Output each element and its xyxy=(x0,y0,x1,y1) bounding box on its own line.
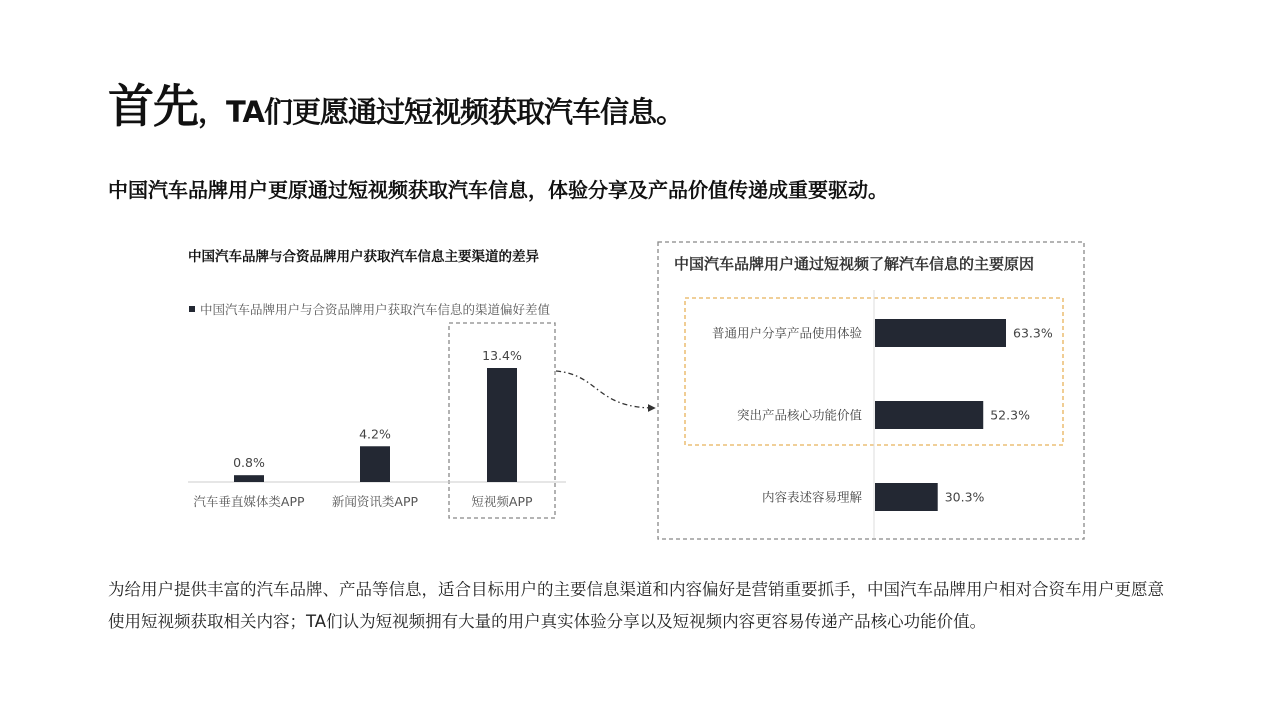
right-category-label: 突出产品核心功能价值 xyxy=(736,407,862,423)
right-bar-value-label: 52.3% xyxy=(990,407,1030,423)
right-category-label: 普通用户分享产品使用体验 xyxy=(711,325,862,341)
left-bar-value-label: 0.8% xyxy=(233,455,265,471)
page-title-lead: 首先 xyxy=(108,79,198,133)
connector-arrow xyxy=(556,371,655,408)
left-chart-legend: 中国汽车品牌用户与合资品牌用户获取汽车信息的渠道偏好差值 xyxy=(200,302,551,317)
left-bar xyxy=(234,475,264,482)
left-bar xyxy=(487,368,517,482)
right-category-label: 内容表述容易理解 xyxy=(761,489,862,505)
left-legend-swatch xyxy=(189,306,195,312)
body-paragraph: 为给用户提供丰富的汽车品牌、产品等信息，适合目标用户的主要信息渠道和内容偏好是营销重要抓手，中国汽车品牌用户相对合资车用户更愿意使用短视频获取相关内容；TA们认为短视频拥有大量的用户真实体验分享以及短视频内容更容易传递产品核心功能价值。 xyxy=(108,580,1164,631)
right-bar-value-label: 63.3% xyxy=(1013,325,1053,341)
left-chart-bars xyxy=(193,348,533,509)
right-chart-panel xyxy=(658,242,1084,539)
left-category-label: 短视频APP xyxy=(471,494,533,509)
left-category-label: 新闻资讯类APP xyxy=(331,494,419,509)
page-title-rest: ，TA们更愿通过短视频获取汽车信息。 xyxy=(198,95,684,129)
right-bar xyxy=(875,401,983,429)
left-bar-value-label: 4.2% xyxy=(359,426,391,442)
right-bar xyxy=(875,483,938,511)
right-chart-bars xyxy=(712,319,1053,511)
right-bar-value-label: 30.3% xyxy=(944,489,985,505)
left-category-label: 汽车垂直媒体类APP xyxy=(193,494,305,509)
page-subtitle: 中国汽车品牌用户更原通过短视频获取汽车信息，体验分享及产品价值传递成重要驱动。 xyxy=(108,178,888,202)
right-chart-title: 中国汽车品牌用户通过短视频了解汽车信息的主要原因 xyxy=(674,255,1035,273)
left-bar xyxy=(360,446,390,482)
left-chart-title: 中国汽车品牌与合资品牌用户获取汽车信息主要渠道的差异 xyxy=(188,249,539,265)
left-bar-value-label: 13.4% xyxy=(482,348,522,363)
right-bar xyxy=(875,319,1006,347)
